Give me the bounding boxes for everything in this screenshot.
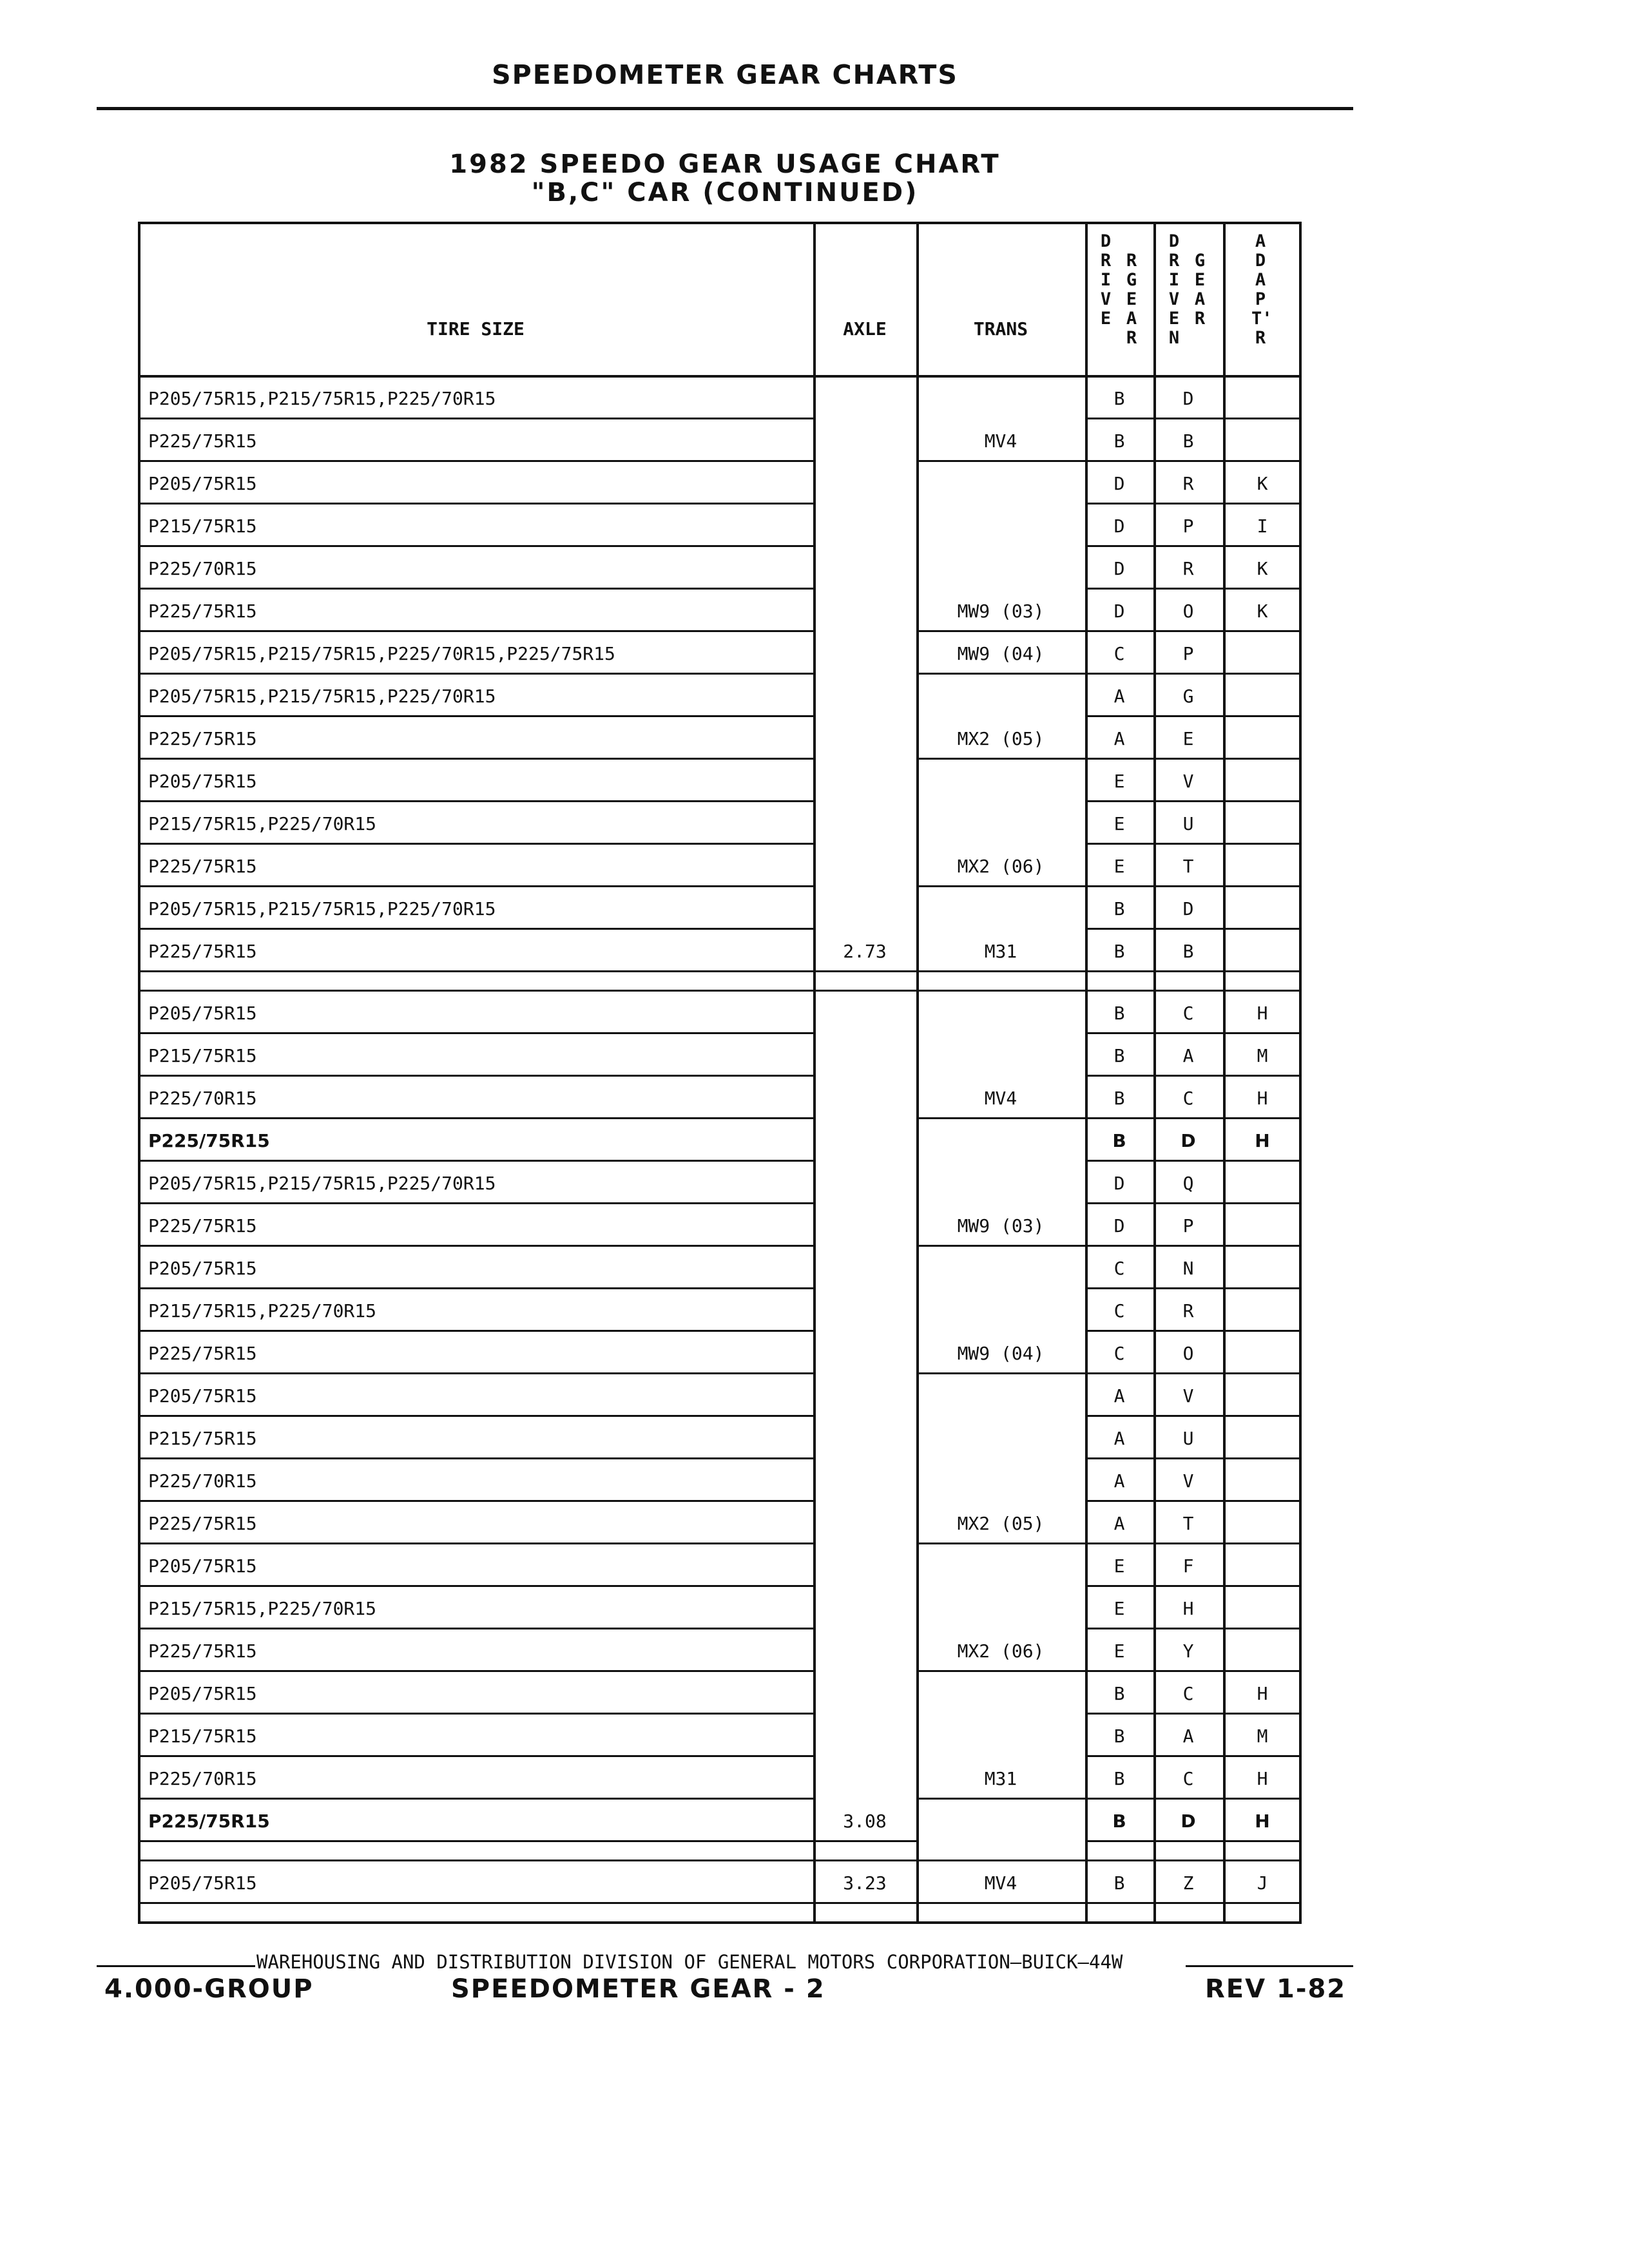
row-rule-gears [1085,715,1302,717]
drive-gear-cell: E [1113,1555,1125,1577]
footer-rule-right [1186,1965,1353,1967]
tire-size-cell: P205/75R15,P215/75R15,P225/70R15 [148,898,496,919]
trans-group-rule [916,1117,1085,1119]
row-rule-tire [138,1755,813,1757]
driven-gear-cell: H [1182,1598,1194,1619]
trans-cell: MV4 [984,430,1017,452]
row-rule-gears [1085,1628,1302,1629]
tire-size-cell: P225/70R15 [148,558,257,579]
footer-section: SPEEDOMETER GEAR - 2 [451,1974,825,2004]
drive-gear-cell: A [1113,1385,1125,1407]
row-rule-tire [138,1372,813,1374]
row-rule-tire [138,1713,813,1715]
row-rule-tire [138,715,813,717]
tire-size-cell: P205/75R15 [148,473,257,494]
axle-column-rule [813,222,816,1924]
row-rule-tire [138,1117,813,1119]
row-rule-tire [138,1415,813,1417]
driven-gear-cell: O [1182,1343,1194,1364]
row-rule-tire [138,460,813,462]
drive-gear-cell: B [1112,1811,1126,1832]
trans-cell: MX2 (06) [957,1640,1045,1662]
row-rule-tire [138,1670,813,1672]
table-bottom-border [138,1921,1302,1924]
tire-size-cell: P205/75R15 [148,771,257,792]
trans-cell: MW9 (03) [957,601,1045,622]
row-rule-tire [138,503,813,505]
trans-group-rule [916,460,1085,462]
row-rule-tire [138,1160,813,1162]
row-rule-gears [1085,1670,1302,1672]
row-rule-gears [1085,1075,1302,1077]
drive-gear-cell: B [1113,388,1125,409]
tire-size-cell: P225/75R15 [148,856,257,877]
row-rule-tire [138,885,813,887]
axle-cell: 3.23 [843,1872,887,1894]
table-header-rule [138,375,1302,378]
row-rule-tire [138,1075,813,1077]
tire-size-cell: P225/70R15 [148,1768,257,1789]
adapter-cell: K [1257,558,1268,579]
drive-gear-header-gear: R G E A R [1126,251,1137,348]
row-rule-tire [138,843,813,845]
row-rule-gears [1085,1415,1302,1417]
trans-group-rule [916,885,1085,887]
tire-size-cell: P225/70R15 [148,1470,257,1492]
row-rule-gears [1085,1117,1302,1119]
drive-gear-cell: B [1113,1872,1125,1894]
adapter-cell: M [1257,1045,1268,1066]
row-rule-gears [1085,1755,1302,1757]
section-spacer-rule [138,1860,1302,1861]
row-rule-tire [138,1032,813,1034]
drive-gear-cell: D [1113,515,1125,537]
tire-size-cell: P225/75R15 [148,1343,257,1364]
row-rule-gears [1085,1542,1302,1544]
adapter-cell: H [1257,1003,1268,1024]
trans-cell: M31 [984,1768,1017,1789]
row-rule-gears [1085,1457,1302,1459]
driven-gear-header-driven: D R I V E N [1168,231,1180,348]
driven-gear-cell: Z [1182,1872,1194,1894]
tire-size-cell: P225/75R15 [148,1513,257,1534]
row-rule-tire [138,1330,813,1332]
tire-size-cell: P215/75R15,P225/70R15 [148,813,377,834]
tire-size-cell: P205/75R15 [148,1872,257,1894]
row-rule-gears [1085,1798,1302,1800]
axle-cell: 2.73 [843,941,887,962]
trans-group-rule [916,1902,1085,1904]
drive-gear-cell: C [1113,1300,1125,1321]
driven-gear-cell: T [1182,1513,1194,1534]
tire-size-cell: P225/75R15 [148,430,257,452]
trans-group-rule [916,630,1085,632]
row-rule-gears [1085,460,1302,462]
trans-cell: MX2 (06) [957,856,1045,877]
row-rule-gears [1085,843,1302,845]
adapter-cell: H [1257,1088,1268,1109]
trans-cell: MV4 [984,1088,1017,1109]
adapter-cell: M [1257,1725,1268,1747]
tire-size-cell: P205/75R15 [148,1258,257,1279]
row-rule-gears [1085,885,1302,887]
row-rule-tire [138,1287,813,1289]
trans-cell: MV4 [984,1872,1017,1894]
tire-size-cell: P215/75R15 [148,515,257,537]
tire-size-cell: P215/75R15 [148,1428,257,1449]
drive-gear-cell: B [1112,1130,1126,1151]
drive-gear-cell: A [1113,686,1125,707]
row-rule-gears [1085,928,1302,930]
drive-gear-cell: E [1113,1640,1125,1662]
trans-cell: MW9 (04) [957,1343,1045,1364]
trans-cell: M31 [984,941,1017,962]
driven-gear-cell: R [1182,473,1194,494]
drive-gear-cell: E [1113,1598,1125,1619]
tire-size-cell: P205/75R15,P215/75R15,P225/70R15 [148,1173,496,1194]
drive-gear-cell: C [1113,1258,1125,1279]
driven-gear-cell: F [1182,1555,1194,1577]
tire-size-cell: P225/75R15 [148,1640,257,1662]
driven-gear-cell: U [1182,813,1194,834]
tire-size-cell: P225/75R15 [148,1130,270,1151]
tire-size-cell: P205/75R15 [148,1555,257,1577]
column-header-axle [813,222,916,375]
footer-rule-left [97,1965,255,1967]
driven-gear-cell: T [1182,856,1194,877]
driven-gear-cell: C [1182,1683,1194,1704]
driven-gear-cell: Q [1182,1173,1194,1194]
row-rule-gears [1085,673,1302,675]
trans-group-rule [916,758,1085,760]
row-rule-tire [138,1245,813,1247]
driven-gear-cell: C [1182,1088,1194,1109]
chart-subtitle: "B,C" CAR (CONTINUED) [531,178,919,207]
tire-size-cell: P215/75R15,P225/70R15 [148,1598,377,1619]
drive-gear-cell: B [1113,1683,1125,1704]
driven-gear-cell: A [1182,1725,1194,1747]
drive-gear-cell: A [1113,728,1125,749]
axle-group-rule [813,1902,916,1904]
drive-gear-cell: D [1113,558,1125,579]
drive-gear-cell: B [1113,1003,1125,1024]
row-rule-tire [138,1585,813,1587]
drive-gear-cell: E [1113,771,1125,792]
tire-size-cell: P225/75R15 [148,941,257,962]
tire-size-cell: P225/75R15 [148,1811,270,1832]
tire-size-cell: P225/75R15 [148,601,257,622]
driven-gear-cell: O [1182,601,1194,622]
tire-size-cell: P215/75R15 [148,1725,257,1747]
row-rule-tire [138,545,813,547]
drive-gear-cell: B [1113,1768,1125,1789]
row-rule-tire [138,1840,813,1842]
row-rule-gears [1085,1500,1302,1502]
tire-size-cell: P215/75R15 [148,1045,257,1066]
footer-revision: REV 1-82 [1205,1974,1347,2004]
row-rule-gears [1085,630,1302,632]
column-header-trans [916,222,1085,375]
adapter-header: A D A P T' R [1251,231,1273,348]
drive-gear-cell: C [1113,1343,1125,1364]
drive-gear-cell: B [1113,941,1125,962]
driven-gear-cell: E [1182,728,1194,749]
tire-size-cell: P205/75R15 [148,1683,257,1704]
drive-gear-cell: D [1113,601,1125,622]
adapter-cell: K [1257,473,1268,494]
drive-gear-cell: E [1113,856,1125,877]
driven-gear-cell: Y [1182,1640,1194,1662]
drive-gear-cell: A [1113,1513,1125,1534]
drive-gear-cell: A [1113,1428,1125,1449]
tire-size-cell: P225/70R15 [148,1088,257,1109]
driven-gear-cell: A [1182,1045,1194,1066]
driven-gear-header-gear: G E A R [1194,251,1206,329]
tire-size-cell: P215/75R15,P225/70R15 [148,1300,377,1321]
row-rule-tire [138,1798,813,1800]
trans-group-rule [916,1798,1085,1800]
tire-size-cell: P205/75R15 [148,1003,257,1024]
tire-size-cell: P225/75R15 [148,728,257,749]
row-rule-gears [1085,1585,1302,1587]
row-rule-gears [1085,1840,1302,1842]
row-rule-gears [1085,1287,1302,1289]
drive-gear-cell: A [1113,1470,1125,1492]
driven-gear-cell: B [1182,941,1194,962]
table-left-border [138,222,140,1924]
header-rule [97,107,1353,110]
row-rule-tire [138,588,813,590]
column-header-trans-label: TRANS [973,318,1028,340]
section-spacer-rule [138,990,1302,992]
trans-group-rule [916,970,1085,972]
driven-gear-cell: D [1181,1811,1196,1832]
driven-gear-cell: G [1182,686,1194,707]
driven-gear-cell: P [1182,515,1194,537]
row-rule-tire [138,673,813,675]
row-rule-tire [138,758,813,760]
driven-gear-cell: D [1181,1130,1196,1151]
chart-title: 1982 SPEEDO GEAR USAGE CHART [449,149,1001,179]
row-rule-gears [1085,1245,1302,1247]
row-rule-tire [138,418,813,419]
driven-gear-cell: C [1182,1768,1194,1789]
row-rule-gears [1085,1032,1302,1034]
trans-group-rule [916,1245,1085,1247]
row-rule-gears [1085,800,1302,802]
drive-gear-cell: C [1113,643,1125,664]
footer-division-line: WAREHOUSING AND DISTRIBUTION DIVISION OF GENERAL MOTORS CORPORATION—BUICK—44W [256,1951,1123,1973]
row-rule-gears [1085,1160,1302,1162]
gear-usage-table [138,222,1302,1924]
row-rule-gears [1085,1330,1302,1332]
row-rule-tire [138,800,813,802]
driven-gear-cell: D [1182,898,1194,919]
axle-cell: 3.08 [843,1811,887,1832]
row-rule-gears [1085,503,1302,505]
driven-gear-cell: C [1182,1003,1194,1024]
adapter-cell: H [1255,1811,1270,1832]
trans-group-rule [916,673,1085,675]
row-rule-gears [1085,1372,1302,1374]
row-rule-gears [1085,418,1302,419]
driven-gear-cell: B [1182,430,1194,452]
tire-size-header-label: TIRE SIZE [427,318,525,340]
trans-cell: MW9 (03) [957,1215,1045,1236]
drive-gear-cell: D [1113,1173,1125,1194]
trans-cell: MW9 (04) [957,643,1045,664]
driven-gear-cell: R [1182,1300,1194,1321]
footer-group: 4.000-GROUP [104,1974,314,2004]
trans-column-rule [916,222,919,1924]
row-rule-gears [1085,758,1302,760]
tire-size-cell: P205/75R15,P215/75R15,P225/70R15 [148,388,496,409]
row-rule-tire [138,970,813,972]
adapter-cell: K [1257,601,1268,622]
tire-size-cell: P205/75R15,P215/75R15,P225/70R15 [148,686,496,707]
driven-gear-cell: P [1182,1215,1194,1236]
adapter-cell: J [1257,1872,1268,1894]
row-rule-tire [138,928,813,930]
row-rule-tire [138,1457,813,1459]
drive-gear-cell: D [1113,1215,1125,1236]
drive-gear-cell: B [1113,1088,1125,1109]
driven-gear-cell: R [1182,558,1194,579]
driven-gear-cell: U [1182,1428,1194,1449]
row-rule-gears [1085,1713,1302,1715]
row-rule-gears [1085,1202,1302,1204]
row-rule-tire [138,630,813,632]
row-rule-gears [1085,1902,1302,1904]
drive-gear-cell: B [1113,430,1125,452]
trans-group-rule [916,1542,1085,1544]
column-header-axle-label: AXLE [843,318,887,340]
drive-gear-header-drive: D R I V E [1100,231,1112,329]
row-rule-gears [1085,545,1302,547]
row-rule-gears [1085,588,1302,590]
drive-gear-cell: B [1113,1725,1125,1747]
row-rule-tire [138,1628,813,1629]
tire-size-cell: P205/75R15 [148,1385,257,1407]
driven-gear-cell: P [1182,643,1194,664]
trans-cell: MX2 (05) [957,1513,1045,1534]
row-rule-tire [138,1902,813,1904]
drive-gear-cell: D [1113,473,1125,494]
driven-gear-cell: V [1182,771,1194,792]
adapter-cell: H [1255,1130,1270,1151]
driven-gear-cell: D [1182,388,1194,409]
adapter-cell: I [1257,515,1268,537]
column-header-tire-size [138,222,813,375]
driven-gear-cell: V [1182,1470,1194,1492]
row-rule-gears [1085,970,1302,972]
axle-group-rule [813,1840,916,1842]
drive-gear-cell: B [1113,898,1125,919]
row-rule-tire [138,1542,813,1544]
drive-gear-cell: B [1113,1045,1125,1066]
driven-gear-cell: V [1182,1385,1194,1407]
tire-size-cell: P225/75R15 [148,1215,257,1236]
axle-group-rule [813,970,916,972]
trans-group-rule [916,1372,1085,1374]
tire-size-cell: P205/75R15,P215/75R15,P225/70R15,P225/75R15 [148,643,615,664]
trans-cell: MX2 (05) [957,728,1045,749]
page-header: SPEEDOMETER GEAR CHARTS [492,59,958,90]
trans-group-rule [916,1670,1085,1672]
adapter-cell: H [1257,1768,1268,1789]
adapter-cell: H [1257,1683,1268,1704]
drive-gear-cell: E [1113,813,1125,834]
row-rule-tire [138,1202,813,1204]
row-rule-tire [138,1500,813,1502]
driven-gear-cell: N [1182,1258,1194,1279]
